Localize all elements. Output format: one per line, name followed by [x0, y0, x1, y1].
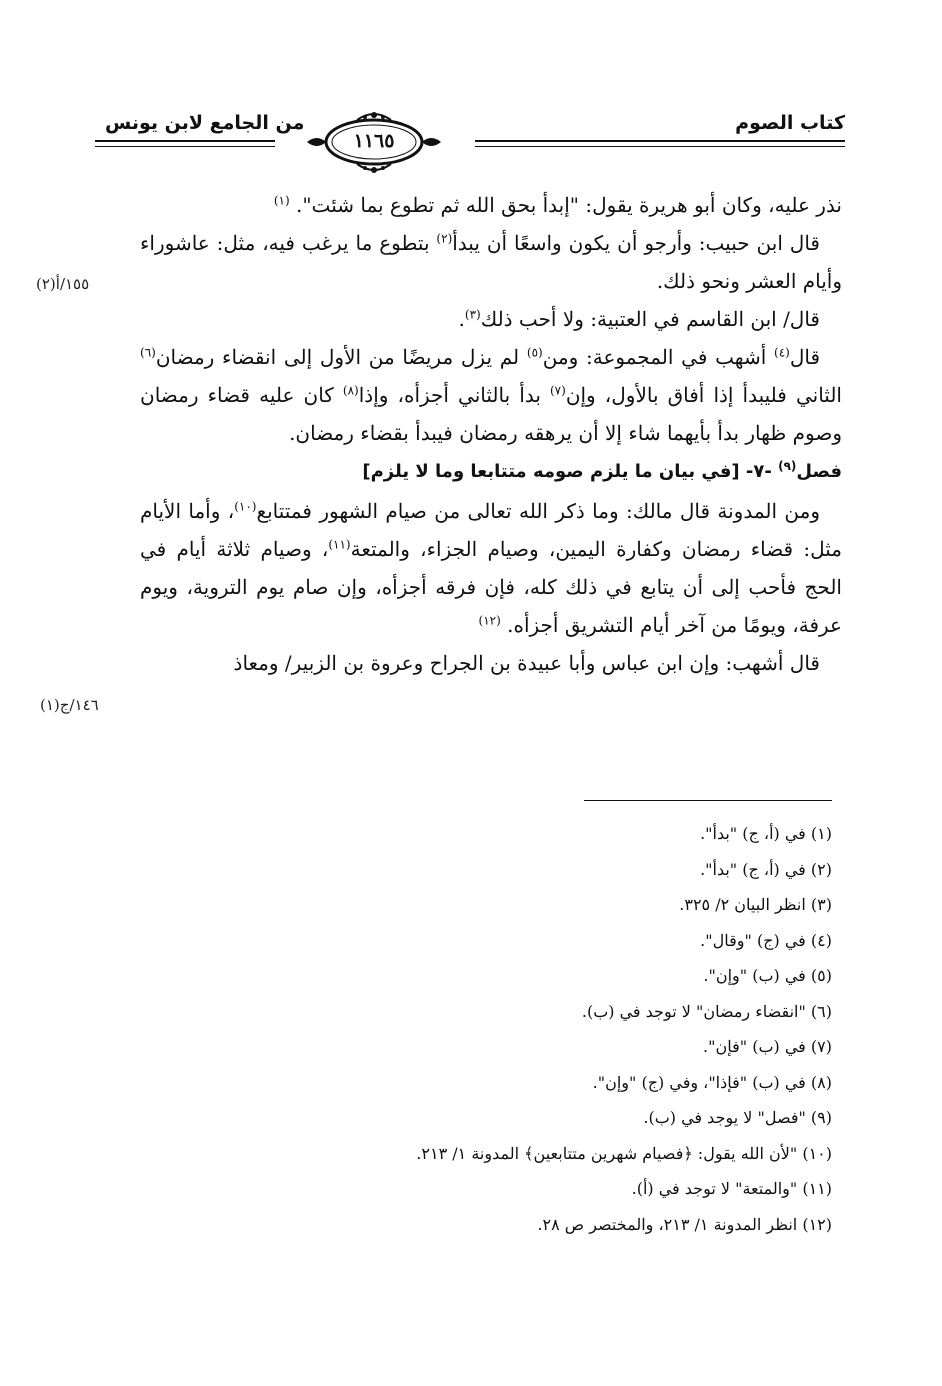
page-number-ornament [277, 110, 471, 180]
paragraph: قال أشهب: وإن ابن عباس وأبا عبيدة بن الجراح وعروة بن الزبير/ ومعاذ [233, 651, 820, 675]
footnote: (١٠) "لأن الله يقول: ﴿فصيام شهرين متتابعين﴾ المدونة ١/ ٢١٣. [416, 1143, 832, 1163]
paragraph: ومن المدونة قال مالك: وما ذكر الله تعالى من صيام الشهور فمتتابع$^{(١٠)}$، وأما الأيام مثل: قضاء رمضان وكفارة اليمين، وصيام الجزاء، والمتعة$^{(١١)}$، وصيام ثلاثة أيام في الحج فأحب إلى أن يتابع في ذلك كله، فإن فرقه أجزأه، وإن صام يوم التروية، ويوم عرفة، ويومًا من آخر أيام التشريق أجزأه. $^{(١٢)}$ [140, 499, 843, 637]
footnote-ref: (٣) [464, 307, 481, 322]
footnote-ref: (١) [273, 193, 290, 208]
footnote-ref: (٩) [778, 459, 797, 473]
paragraph: قال/ ابن القاسم في العتبية: ولا أحب ذلك$^{(٣)}$. [458, 307, 820, 331]
page-number: ١١٦٥ [353, 130, 395, 152]
footnote-ref: (١٠) [234, 499, 257, 514]
footnotes [272, 816, 832, 1242]
header-rule [475, 140, 845, 142]
footnote-ref: (٥) [526, 345, 543, 360]
footnote-ref: (٨) [342, 383, 359, 398]
header-rule [95, 146, 275, 147]
footnote-ref: (١٢) [478, 613, 501, 628]
footnote-ref: (٧) [549, 383, 566, 398]
paragraph: قال ابن حبيب: وأرجو أن يكون واسعًا أن يبدأ$^{(٢)}$ بتطوع ما يرغب فيه، مثل: عاشوراء وأيام العشر ونحو ذلك. [140, 231, 842, 293]
footnote: (٣) انظر البيان ٢/ ٣٢٥. [679, 895, 832, 914]
footnote: (٨) في (ب) "فإذا"، وفي (ج) "وإن". [592, 1072, 832, 1092]
main-text [140, 186, 842, 682]
footnote: (١١) "والمتعة" لا توجد في (أ). [631, 1179, 832, 1198]
footnote: (١٢) انظر المدونة ١/ ٢١٣، والمختصر ص ٢٨. [537, 1214, 832, 1234]
footnote: (١) في (أ، ج) "بدأ". [700, 824, 832, 843]
paragraph: قال$^{(٤)}$ أشهب في المجموعة: ومن$^{(٥)}$ لم يزل مريضًا من الأول إلى انقضاء رمضان$^{(٦)}$ الثاني فليبدأ إذا أفاق بالأول، وإن$^{(٧)}$ بدأ بالثاني أجزأه، وإذا$^{(٨)}$ كان عليه قضاء رمضان وصوم ظهار بدأ بأيهما شاء إلا أن يرهقه رمضان فيبدأ بقضاء رمضان. [140, 345, 842, 445]
margin-note: ١٤٦/ج(١) [40, 696, 99, 714]
footnote-ref: (١١) [328, 537, 351, 552]
footnote-ref: (٤) [774, 345, 790, 360]
paragraph: نذر عليه، وكان أبو هريرة يقول: "إبدأ بحق الله ثم تطوع بما شئت". $^{(١)}$ [273, 193, 842, 217]
header-rule [95, 140, 275, 142]
footnote: (٦) "انقضاء رمضان" لا توجد في (ب). [581, 1001, 832, 1021]
footnote: (٤) في (ج) "وقال". [700, 930, 832, 950]
footnote: (٩) "فصل" لا يوجد في (ب). [643, 1108, 832, 1127]
footnote-ref: (٢) [436, 231, 453, 246]
page-header [95, 100, 845, 180]
source-title: من الجامع لابن يونس [105, 112, 305, 134]
section-title: فصل$^{(٩)}$ -٧- [في بيان ما يلزم صومه متتابعا وما لا يلزم] [362, 459, 842, 482]
book-title: كتاب الصوم [735, 112, 845, 134]
footnote-ref: (٦) [140, 345, 156, 360]
header-rule [475, 146, 845, 147]
footnote: (٥) في (ب) "وإن". [703, 966, 832, 985]
footnote: (٢) في (أ، ج) "بدأ". [700, 859, 832, 879]
footnote: (٧) في (ب) "فإن". [703, 1037, 832, 1056]
footnote-divider [584, 800, 832, 801]
margin-note: ١٥٥/أ(٢) [36, 275, 90, 293]
